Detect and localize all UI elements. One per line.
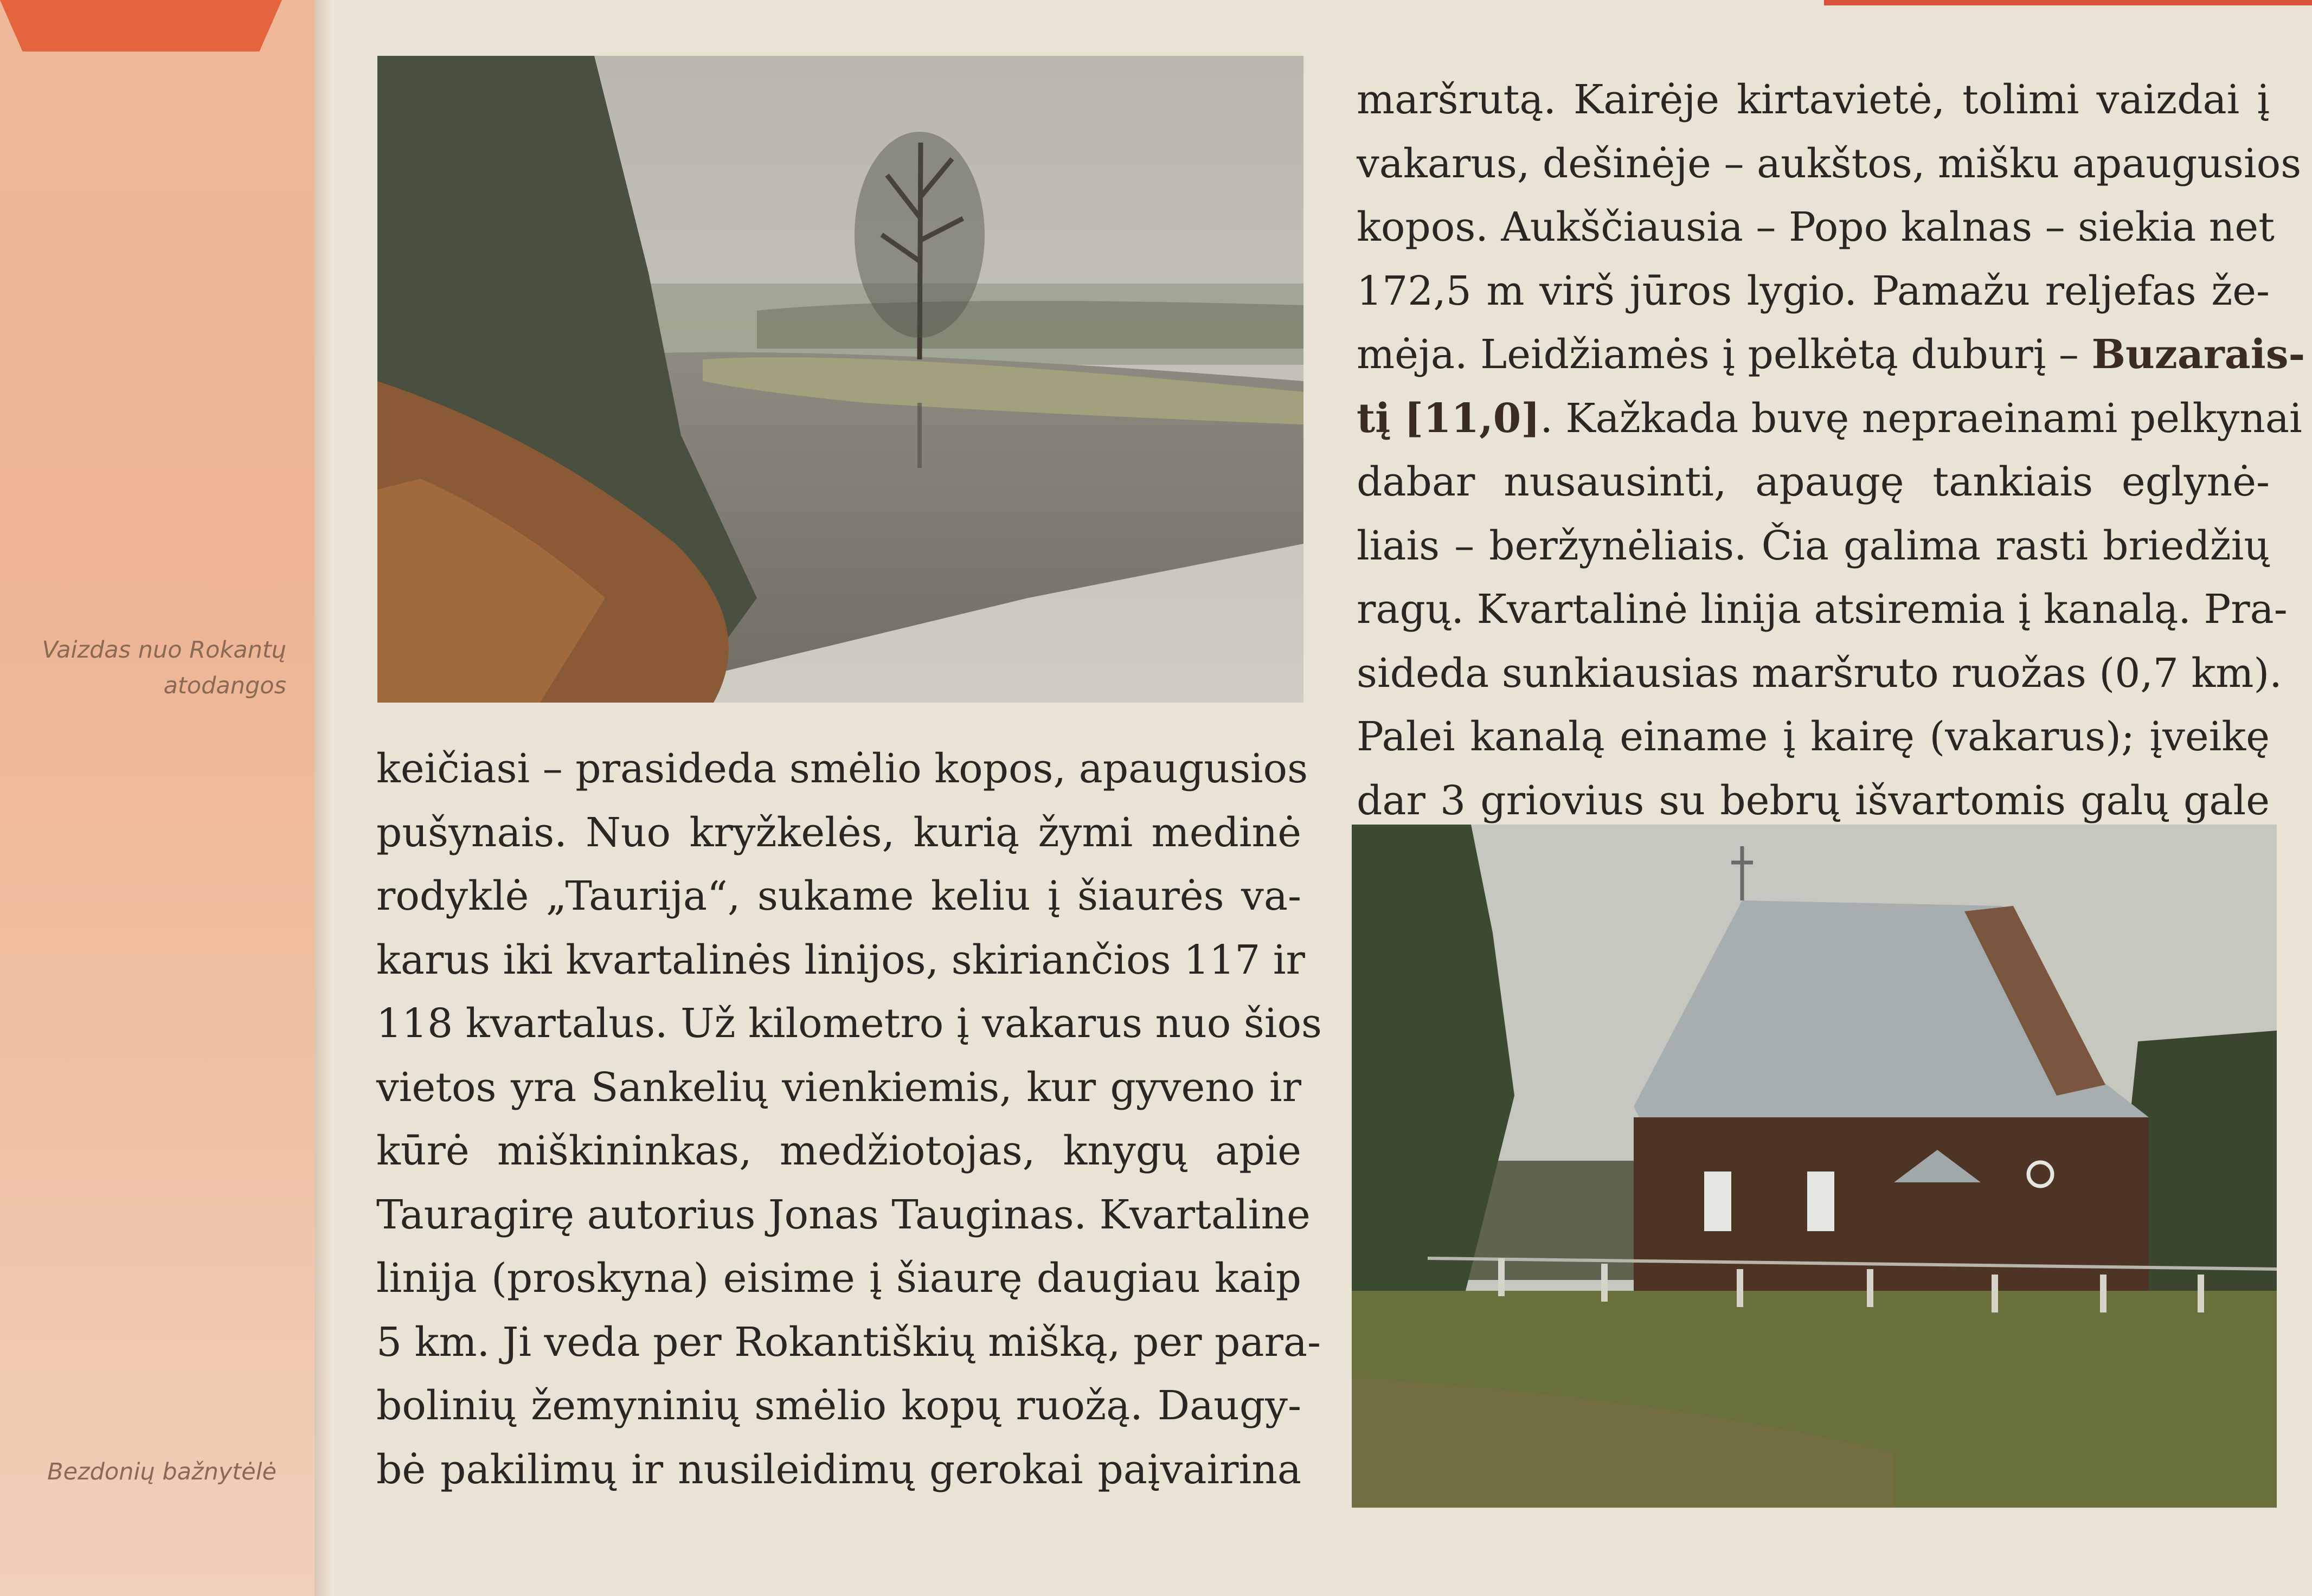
river-photo <box>377 56 1303 703</box>
text-line: dabar nusausinti, apaugę tankiais eglynė- <box>1357 459 2270 505</box>
text-line: keičiasi – prasideda smėlio kopos, apaugusios <box>376 745 1308 792</box>
text-line: 118 kvartalus. Už kilometro į vakarus nuo šios <box>376 1000 1322 1047</box>
chapter-tab <box>0 0 282 52</box>
text-line: bė pakilimų ir nusileidimų gerokai paįvairina <box>376 1446 1301 1493</box>
text-line <box>1357 323 2305 387</box>
text-line: rodyklė „Taurija“, sukame keliu į šiaurės va- <box>376 873 1301 919</box>
text-line: linija (proskyna) eisime į šiaurę daugiau kaip <box>376 1255 1301 1302</box>
text-line: vakarus, dešinėje – aukštos, mišku apaugusios <box>1357 140 2302 187</box>
text-line: maršrutą. Kairėje kirtavietė, tolimi vaizdai į <box>1357 76 2270 123</box>
text-line: pušynais. Nuo kryžkelės, kurią žymi medinė <box>376 809 1301 856</box>
text-line-rest: . Kažkada buvę nepraeinami pelkynai <box>1540 395 2302 442</box>
text-line: 172,5 m virš jūros lygio. Pamažu reljefas že- <box>1357 267 2270 314</box>
text-line: kūrė miškininkas, medžiotojas, knygų apie <box>376 1128 1301 1174</box>
bold-place-name: Buzarais- <box>2091 331 2305 378</box>
text-line: karus iki kvartalinės linijos, skiriančios 117 ir <box>376 936 1305 983</box>
text-line: kopos. Aukščiausia – Popo kalnas – siekia net <box>1357 204 2275 250</box>
church-photo <box>1352 825 2277 1508</box>
text-line: ragų. Kvartalinė linija atsiremia į kanalą. Pra- <box>1357 586 2288 633</box>
text-line: dar 3 griovius su bebrų išvartomis galų gale <box>1357 777 2270 824</box>
bold-place-name-continued: tį [11,0] <box>1357 395 1540 442</box>
caption-rokantai-line2: atodangos <box>163 672 286 699</box>
caption-rokantai <box>11 632 286 704</box>
text-line <box>1357 387 2302 451</box>
text-line: liais – beržynėliais. Čia galima rasti briedžių <box>1357 522 2270 569</box>
caption-bezdonys: Bezdonių bažnytėlė <box>47 1458 277 1485</box>
text-line: bolinių žemyninių smėlio kopų ruožą. Daugy- <box>376 1382 1301 1429</box>
text-line: Palei kanalą einame į kairę (vakarus); įveikę <box>1357 713 2270 760</box>
text-line: sideda sunkiausias maršruto ruožas (0,7 km). <box>1357 649 2282 697</box>
text-line: 5 km. Ji veda per Rokantiškių mišką, per para- <box>376 1318 1321 1366</box>
text-line: vietos yra Sankelių vienkiemis, kur gyveno ir <box>376 1064 1301 1111</box>
top-color-strip <box>1824 0 2312 5</box>
caption-rokantai-line1: Vaizdas nuo Rokantų <box>42 636 286 664</box>
sidebar-band <box>0 0 314 1596</box>
left-column-text <box>376 737 1322 1502</box>
right-column-text <box>1357 68 2305 833</box>
text-line-start: mėja. Leidžiamės į pelkėtą duburį – <box>1357 331 2092 378</box>
page-gutter <box>314 0 334 1596</box>
text-line: Tauragirę autorius Jonas Tauginas. Kvartaline <box>376 1191 1311 1238</box>
